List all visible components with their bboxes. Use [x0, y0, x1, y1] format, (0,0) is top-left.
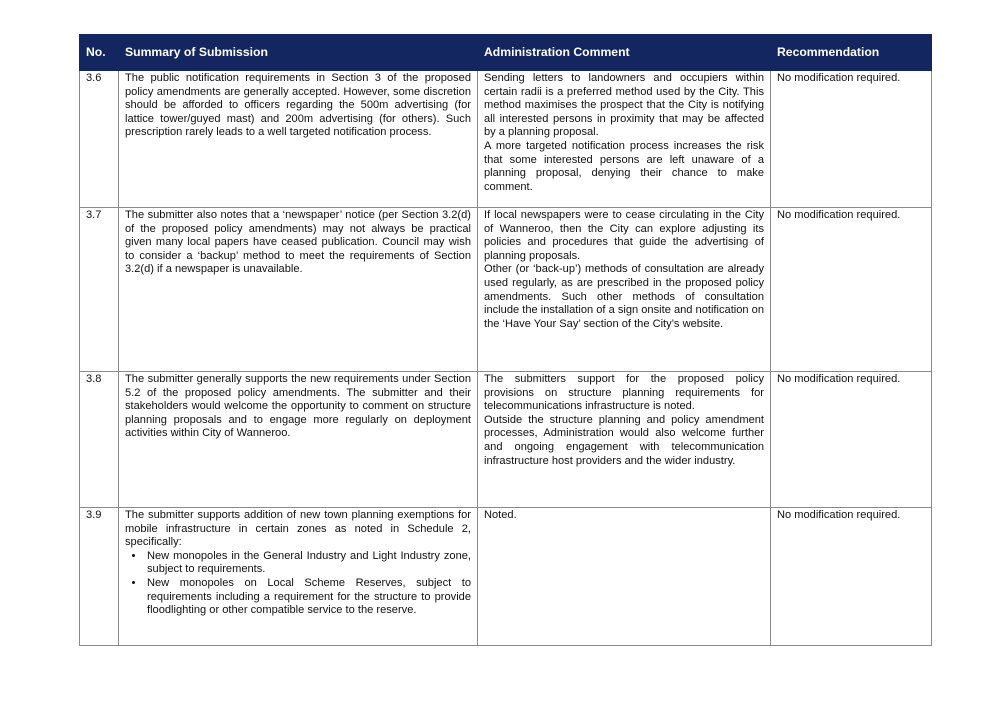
table-row	[80, 508, 932, 646]
summary-cell	[119, 508, 478, 646]
header-no: No.	[80, 35, 119, 71]
bullet-item: • New monopoles in the General Industry and Light Industry zone, subject to requirements.	[145, 550, 471, 577]
comment-cell	[478, 208, 771, 372]
summary-cell	[119, 71, 478, 208]
comment-text: Other (or ‘back-up’) methods of consultation are already used regularly, as are prescribed in the proposed policy amendments. Such other methods of consultation include the installation of a sign onsite and notification on the ‘Have Your Say’ section of the City’s website.	[484, 263, 764, 330]
row-number: 3.7	[80, 208, 119, 372]
bullet-item: • New monopoles on Local Scheme Reserves, subject to requirements including a requirement for the structure to provide floodlighting or other compatible service to the reserve.	[145, 577, 471, 618]
summary-cell	[119, 372, 478, 508]
header-recommendation: Recommendation	[771, 35, 932, 71]
recommendation-cell: No modification required.	[771, 208, 932, 372]
table-row	[80, 372, 932, 508]
comment-text: If local newspapers were to cease circulating in the City of Wanneroo, then the City can explore adjusting its policies and procedures that guide the advertising of planning proposals.	[484, 209, 764, 262]
summary-text: The submitter generally supports the new requirements under Section 5.2 of the proposed policy amendments. The submitter and their stakeholders would welcome the opportunity to comment on structure planning proposals and to engage more regularly on deployment activities within City of Wanneroo.	[125, 373, 471, 440]
comment-cell	[478, 508, 771, 646]
comment-cell	[478, 71, 771, 208]
table-row	[80, 71, 932, 208]
header-row	[80, 35, 932, 71]
row-number: 3.6	[80, 71, 119, 208]
summary-text: The submitter also notes that a ‘newspaper’ notice (per Section 3.2(d) of the proposed policy amendments) may not always be practical given many local papers have ceased publication. Council may wish to consider a ‘backup’ method to meet the requirements of Section 3.2(d) if a newspaper is unavailable.	[125, 209, 471, 276]
recommendation-cell: No modification required.	[771, 71, 932, 208]
summary-cell	[119, 208, 478, 372]
comment-text: Noted.	[484, 509, 517, 521]
comment-cell	[478, 372, 771, 508]
comment-text: The submitters support for the proposed policy provisions on structure planning requirements for telecommunications infrastructure is noted.	[484, 373, 764, 413]
comment-text: A more targeted notification process increases the risk that some interested persons are left unaware of a planning proposal, denying their chance to make comment.	[484, 139, 764, 193]
row-number: 3.8	[80, 372, 119, 508]
summary-text: The public notification requirements in Section 3 of the proposed policy amendments are generally accepted. However, some discretion should be afforded to officers regarding the 500m advertising (for lattice tower/guyed mast) and 200m advertising (for others). Such prescription rarely leads to a well targeted notification process.	[125, 72, 471, 139]
recommendation-cell: No modification required.	[771, 372, 932, 508]
header-comment: Administration Comment	[478, 35, 771, 71]
comment-text: Outside the structure planning and policy amendment processes, Administration would also welcome further and ongoing engagement with telecommunication infrastructure host providers and the wider industry.	[484, 413, 764, 467]
table-row	[80, 208, 932, 372]
header-summary: Summary of Submission	[119, 35, 478, 71]
recommendation-cell: No modification required.	[771, 508, 932, 646]
comment-text: Sending letters to landowners and occupiers within certain radii is a preferred method used by the City. This method maximises the prospect that the City is notifying all interested persons in proximity that may be affected by a planning proposal.	[484, 72, 764, 139]
submissions-table	[79, 34, 932, 646]
summary-text: The submitter supports addition of new town planning exemptions for mobile infrastructure in certain zones as noted in Schedule 2, specifically:	[125, 509, 471, 549]
row-number: 3.9	[80, 508, 119, 646]
summary-bullet-list	[125, 550, 471, 618]
